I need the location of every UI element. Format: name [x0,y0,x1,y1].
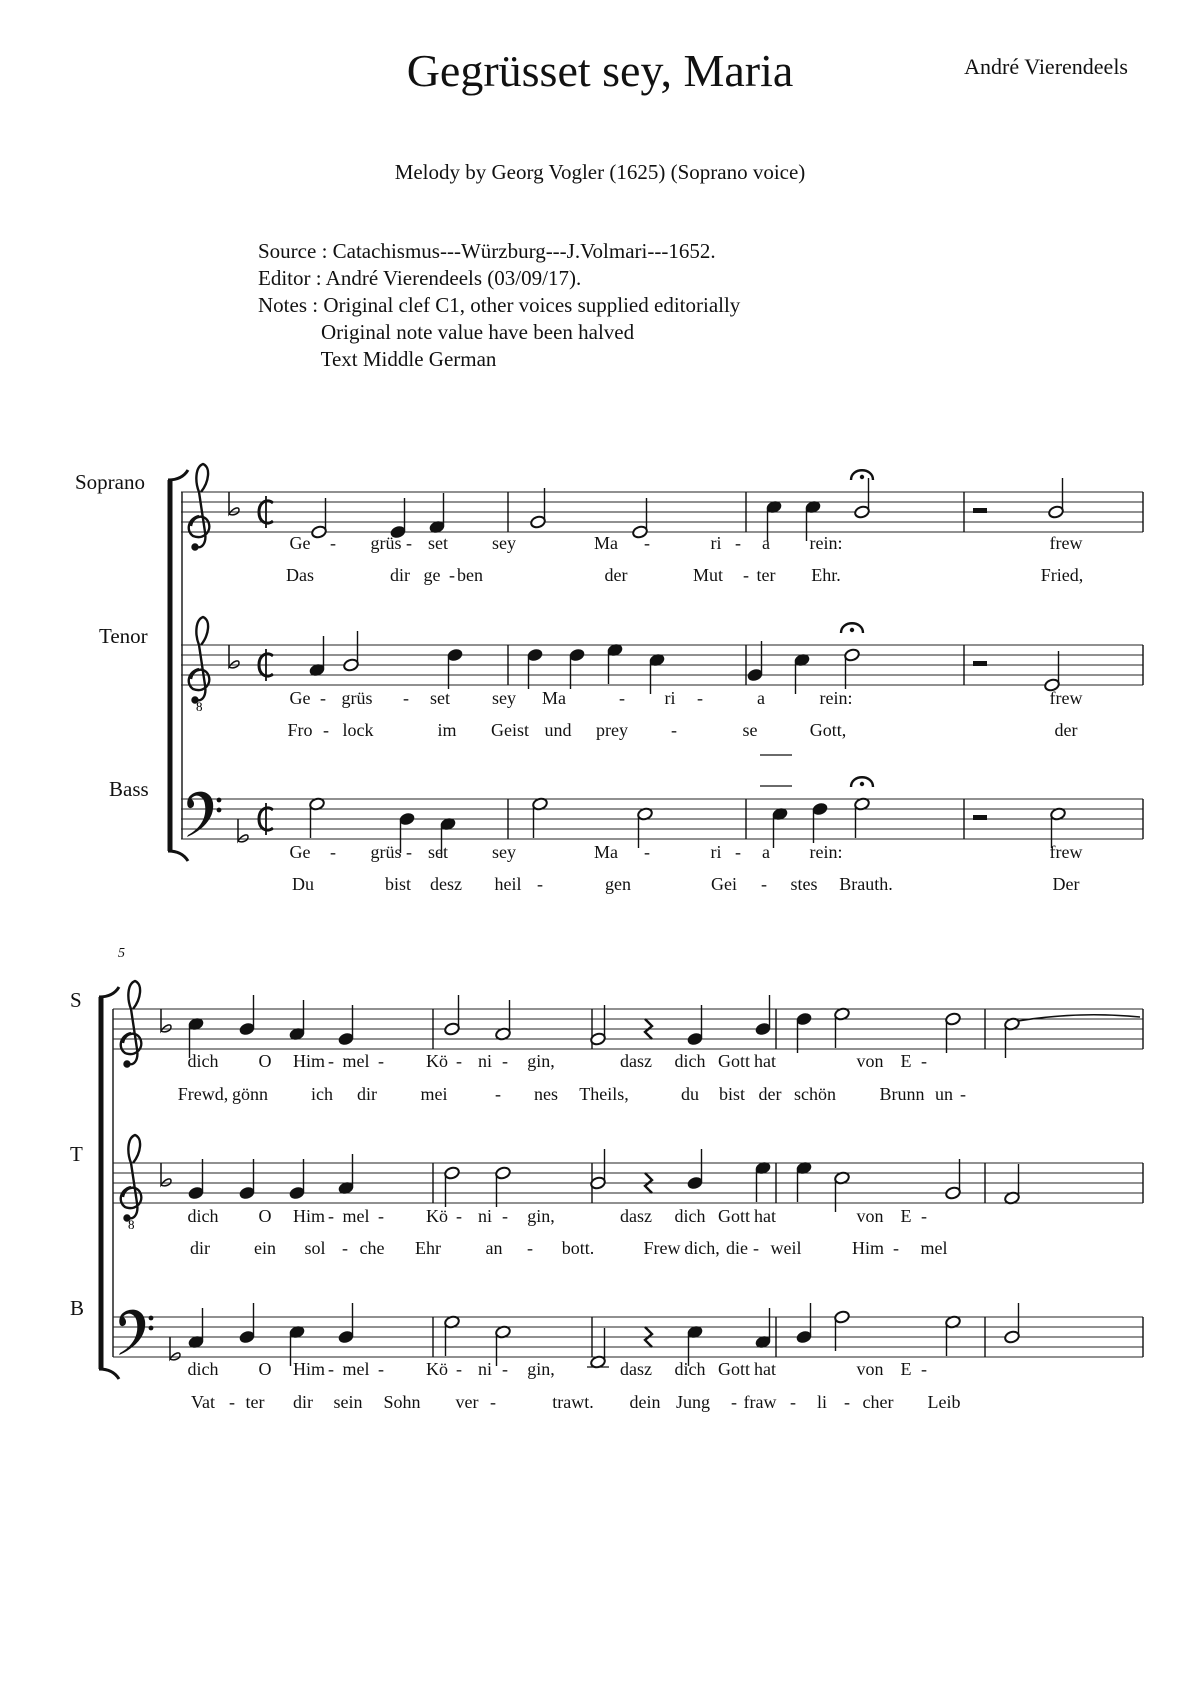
lyric-syllable: cher [862,1392,894,1412]
notes-line: Notes : Original clef C1, other voices supplied editorially [258,293,741,317]
lyric-hyphen: - [921,1051,927,1071]
lyric-hyphen: - [323,720,329,740]
lyric-syllable: Gott [717,1359,751,1379]
lyric-syllable: Gott [717,1051,751,1071]
lyric-syllable: prey [596,720,628,740]
lyric-syllable: gin, [527,1051,555,1071]
lyric-syllable: a [757,688,765,708]
octave-eight-mark: 8 [196,699,203,714]
lyric-syllable: gin, [527,1359,555,1379]
lyric-syllable: gin, [527,1206,555,1226]
composer-name: André Vierendeels [964,54,1128,79]
lyric-syllable: un [935,1084,953,1104]
lyric-syllable: Sohn [383,1392,421,1412]
flat-sign-icon [229,492,239,515]
lyric-syllable: frew [1049,688,1083,708]
lyric-hyphen: - [644,842,650,862]
lyric-hyphen: - [753,1238,759,1258]
lyric-syllable: ein [254,1238,276,1258]
lyric-syllable: che [359,1238,385,1258]
lyric-hyphen: - [844,1392,850,1412]
lyric-syllable: Frewd, [177,1084,229,1104]
half-rest [973,508,987,513]
notes-line: Text Middle German [258,347,497,371]
lyric-syllable: Kö [426,1051,448,1071]
lyric-syllable: hat [754,1051,776,1071]
lyric-syllable: ver [455,1392,479,1412]
lyric-syllable: dir [390,565,410,585]
lyric-syllable: mel [920,1238,948,1258]
lyric-syllable: du [681,1084,699,1104]
half-rest [973,815,987,820]
lyric-syllable: Ge [289,842,311,862]
lyric-syllable: Der [1052,874,1080,894]
lyric-hyphen: - [456,1051,462,1071]
lyric-syllable: an [485,1238,503,1258]
subtitle: Melody by Georg Vogler (1625) (Soprano voice) [394,160,806,184]
lyric-syllable: O [258,1206,272,1226]
lyric-syllable: dich [674,1206,706,1226]
lyric-syllable: dich [187,1359,219,1379]
lyric-syllable: dasz [620,1051,652,1071]
fermata-icon [841,623,863,633]
lyric-hyphen: - [456,1359,462,1379]
lyric-syllable: E [900,1359,912,1379]
lyric-hyphen: - [735,533,741,553]
lyric-syllable: frew [1049,842,1083,862]
lyric-syllable: dich [674,1051,706,1071]
lyric-syllable: Leib [927,1392,961,1412]
flat-sign-icon [238,819,248,842]
flat-sign-icon [161,1163,171,1186]
lyric-syllable: rein: [809,533,843,553]
lyric-syllable: ri [710,842,722,862]
lyric-syllable: hat [754,1206,776,1226]
lyric-syllable: der [604,565,628,585]
bracket-top-hook [168,470,188,480]
lyric-syllable: bist [384,874,412,894]
bracket-bottom-hook [99,1369,119,1379]
lyric-syllable: Gott [717,1206,751,1226]
fermata-icon [851,777,873,787]
lyric-syllable: die [726,1238,748,1258]
lyric-hyphen: - [490,1392,496,1412]
lyric-hyphen: - [320,688,326,708]
lyric-syllable: Das [286,565,314,585]
lyric-syllable: Him [851,1238,885,1258]
lyric-syllable: sein [333,1392,363,1412]
half-rest [973,661,987,666]
lyric-syllable: frew [1049,533,1083,553]
lyric-syllable: dasz [620,1206,652,1226]
voice-label-s: S [70,988,82,1012]
lyric-syllable: hat [754,1359,776,1379]
bracket-bottom-hook [168,851,188,861]
lyric-hyphen: - [403,688,409,708]
lyric-syllable: fraw [743,1392,777,1412]
lyric-syllable: desz [430,874,462,894]
voice-label-tenor: Tenor [99,624,148,648]
lyric-hyphen: - [342,1238,348,1258]
lyric-syllable: rein: [809,842,843,862]
flat-sign-icon [229,645,239,668]
lyric-syllable: nes [534,1084,558,1104]
lyric-syllable: von [856,1359,884,1379]
lyric-hyphen: - [456,1206,462,1226]
voice-label-bass: Bass [109,777,149,801]
lyric-syllable: trawt. [552,1392,594,1412]
lyric-syllable: stes [790,874,818,894]
lyric-hyphen: - [735,842,741,862]
lyric-syllable: ri [664,688,676,708]
measure-number: 5 [118,946,125,961]
lyric-hyphen: - [960,1084,966,1104]
lyric-syllable: Ge [289,688,311,708]
lyric-syllable: Ehr [415,1238,441,1258]
lyric-syllable: grüs [341,688,373,708]
lyric-syllable: Ehr. [811,565,841,585]
lyric-syllable: grüs [370,533,402,553]
lyric-syllable: E [900,1051,912,1071]
lyric-syllable: gönn [232,1084,268,1104]
lyric-syllable: von [856,1051,884,1071]
source-line: Source : Catachismus---Würzburg---J.Volmari---1652. [258,239,716,263]
lyric-hyphen: - [330,842,336,862]
lyric-syllable: ter [245,1392,265,1412]
flat-sign-icon [170,1337,180,1360]
lyric-hyphen: - [502,1206,508,1226]
lyric-hyphen: - [406,842,412,862]
flat-sign-icon [161,1009,171,1032]
lyric-syllable: heil [494,874,522,894]
treble-clef-icon [189,617,210,703]
lyric-syllable: mel [342,1359,370,1379]
lyric-syllable: Kö [426,1359,448,1379]
lyric-hyphen: - [502,1359,508,1379]
lyric-hyphen: - [671,720,677,740]
bracket-top-hook [99,987,119,997]
lyric-hyphen: - [406,533,412,553]
treble-clef-icon [121,981,142,1067]
fermata-icon [851,470,873,480]
lyric-syllable: Ma [594,533,618,553]
lyric-syllable: Theils, [579,1084,629,1104]
lyric-syllable: dich [674,1359,706,1379]
lyric-syllable: Brauth. [839,874,893,894]
lyric-hyphen: - [921,1359,927,1379]
lyric-syllable: ich [311,1084,333,1104]
lyric-syllable: ge [423,565,441,585]
lyric-syllable: im [437,720,457,740]
lyric-syllable: Him [292,1051,326,1071]
lyric-syllable: O [258,1051,272,1071]
lyric-syllable: Gott, [809,720,847,740]
lyric-syllable: a [762,533,770,553]
lyric-syllable: Frew [643,1238,681,1258]
lyric-syllable: und [544,720,572,740]
lyric-hyphen: - [495,1084,501,1104]
lyric-syllable: der [758,1084,782,1104]
lyric-syllable: weil [770,1238,802,1258]
lyric-syllable: rein: [819,688,853,708]
lyric-hyphen: - [790,1392,796,1412]
lyric-syllable: schön [794,1084,836,1104]
lyric-syllable: mel [342,1206,370,1226]
voice-label-soprano: Soprano [75,470,145,494]
lyric-syllable: se [742,720,758,740]
lyric-hyphen: - [697,688,703,708]
lyric-syllable: set [428,533,448,553]
lyric-hyphen: - [743,565,749,585]
lyric-syllable: mel [342,1051,370,1071]
lyric-hyphen: - [229,1392,235,1412]
lyric-syllable: Him [292,1359,326,1379]
lyric-hyphen: - [378,1206,384,1226]
lyric-syllable: Ma [542,688,566,708]
lyric-syllable: bist [718,1084,746,1104]
editor-line: Editor : André Vierendeels (03/09/17). [258,266,582,290]
lyric-syllable: Mut [692,565,724,585]
lyric-syllable: set [430,688,450,708]
lyric-hyphen: - [330,533,336,553]
lyric-syllable: ri [710,533,722,553]
lyric-syllable: sey [492,842,516,862]
voice-label-b: B [70,1296,85,1320]
lyric-syllable: Him [292,1206,326,1226]
lyric-syllable: li [816,1392,828,1412]
lyric-syllable: dein [629,1392,661,1412]
lyric-syllable: Kö [426,1206,448,1226]
lyric-hyphen: - [644,533,650,553]
lyric-syllable: sol [304,1238,326,1258]
lyric-syllable: O [258,1359,272,1379]
lyric-hyphen: - [761,874,767,894]
tie-arc [1018,1015,1140,1021]
lyric-syllable: dich, [684,1238,720,1258]
lyric-syllable: Geist [491,720,529,740]
lyric-syllable: ni [477,1206,493,1226]
lyric-hyphen: - [921,1206,927,1226]
lyric-syllable: ben [457,565,483,585]
lyric-hyphen: - [893,1238,899,1258]
lyric-hyphen: - [527,1238,533,1258]
lyric-syllable: E [900,1206,912,1226]
lyric-syllable: dir [190,1238,210,1258]
lyric-syllable: Gei [711,874,737,894]
lyric-syllable: dir [357,1084,377,1104]
lyric-syllable: sey [492,533,516,553]
lyric-syllable: dich [187,1051,219,1071]
treble-clef-icon [121,1135,142,1221]
lyric-hyphen: - [502,1051,508,1071]
page-title: Gegrüsset sey, Maria [406,45,794,96]
treble-clef-icon [189,464,210,550]
bass-clef-icon [187,792,221,837]
lyric-hyphen: - [378,1051,384,1071]
lyric-syllable: gen [605,874,631,894]
lyric-hyphen: - [537,874,543,894]
lyric-hyphen: - [328,1206,334,1226]
lyric-syllable: Vat [191,1392,215,1412]
lyric-syllable: sey [492,688,516,708]
lyric-hyphen: - [378,1359,384,1379]
octave-eight-mark: 8 [128,1217,135,1232]
lyric-syllable: a [762,842,770,862]
lyric-hyphen: - [619,688,625,708]
lyric-syllable: mei [420,1084,448,1104]
lyric-hyphen: - [731,1392,737,1412]
lyric-syllable: ni [477,1051,493,1071]
lyric-syllable: Jung [675,1392,711,1412]
lyric-syllable: dich [187,1206,219,1226]
lyric-syllable: Fro [287,720,313,740]
lyric-hyphen: - [328,1359,334,1379]
lyric-syllable: set [428,842,448,862]
lyric-syllable: ni [477,1359,493,1379]
lyric-syllable: Ma [594,842,618,862]
lyric-syllable: dasz [620,1359,652,1379]
lyric-syllable: der [1054,720,1078,740]
lyric-syllable: Du [292,874,314,894]
lyric-syllable: lock [342,720,374,740]
bass-clef-icon [119,1310,153,1355]
lyric-syllable: dir [293,1392,313,1412]
voice-label-t: T [70,1142,83,1166]
lyric-syllable: ter [756,565,776,585]
lyric-syllable: grüs [370,842,402,862]
lyric-syllable: Fried, [1040,565,1084,585]
lyric-syllable: Brunn [879,1084,925,1104]
lyric-syllable: von [856,1206,884,1226]
lyric-syllable: Ge [289,533,311,553]
notes-line: Original note value have been halved [258,320,635,344]
lyric-syllable: bott. [561,1238,595,1258]
lyric-hyphen: - [328,1051,334,1071]
lyric-hyphen: - [449,565,455,585]
